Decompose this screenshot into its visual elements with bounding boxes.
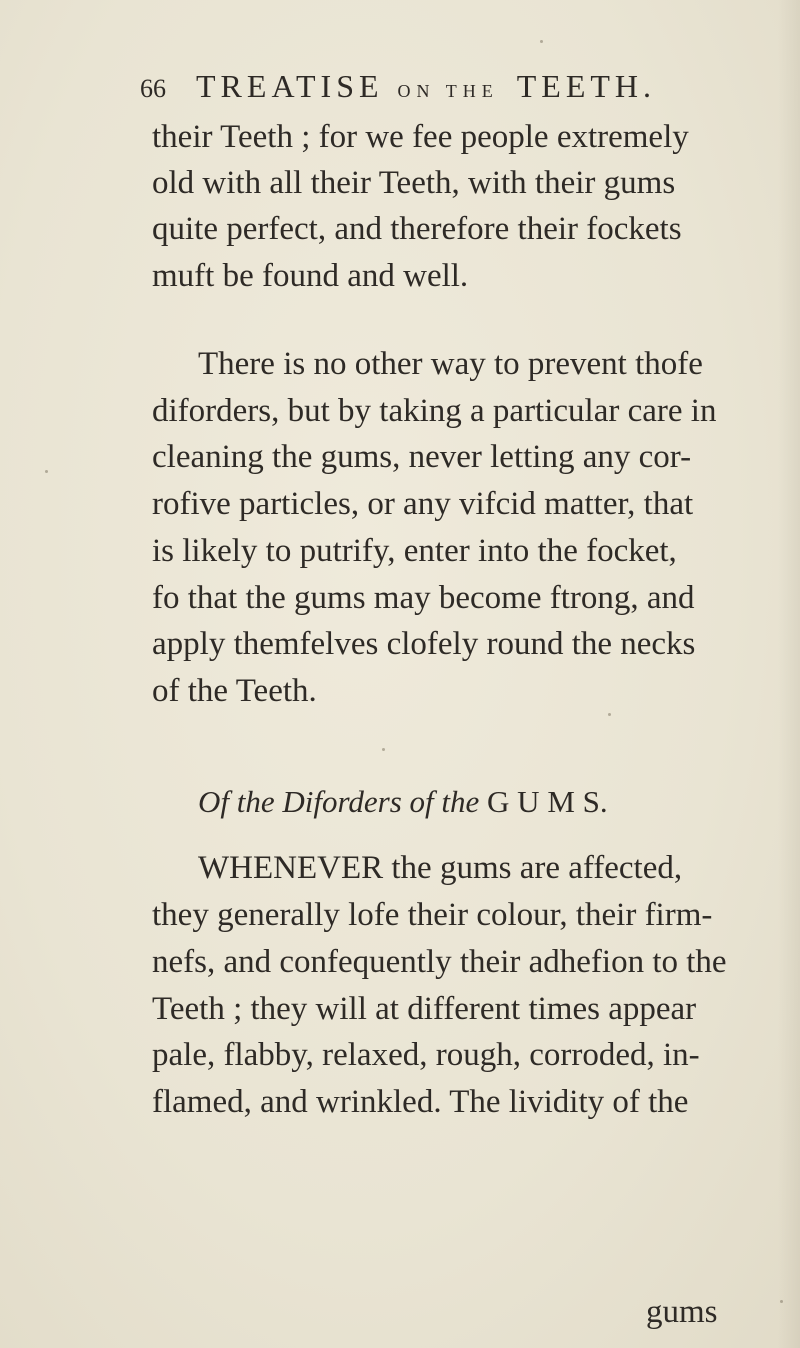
text-line: of the Teeth. (152, 673, 317, 709)
paper-speck (608, 713, 611, 716)
text-line: cleaning the gums, never letting any cor- (152, 439, 692, 475)
text-line: they generally lofe their colour, their firm- (152, 897, 713, 933)
paper-speck (540, 40, 543, 43)
subheading-gums: G U M S. (487, 784, 608, 819)
header-treatise: TREATISE (196, 68, 384, 104)
text-line: diforders, but by taking a particular care in (152, 393, 717, 429)
text-line: pale, flabby, relaxed, rough, corroded, in- (152, 1037, 700, 1073)
paper-speck (382, 748, 385, 751)
page-number: 66 (140, 74, 166, 103)
text-line: nefs, and confequently their adhefion to the (152, 944, 727, 980)
text-line: is likely to putrify, enter into the focket, (152, 533, 677, 569)
text-line: flamed, and wrinkled. The lividity of the (152, 1084, 689, 1120)
subheading-of-the: Of the (198, 784, 275, 819)
subheading-of: of (409, 784, 434, 819)
text-line: quite perfect, and therefore their fockets (152, 211, 682, 247)
header-teeth: TEETH. (516, 68, 657, 104)
catchword: gums (646, 1294, 718, 1330)
section-subheading (198, 782, 608, 822)
text-line: muft be found and well. (152, 258, 469, 294)
text-line: rofive particles, or any vifcid matter, that (152, 486, 694, 522)
text-line: There is no other way to prevent thofe (198, 346, 703, 382)
text-line: fo that the gums may become ftrong, and (152, 580, 695, 616)
page-edge-shadow (778, 0, 800, 1348)
subheading-diforders: Diforders (282, 784, 402, 819)
text-line: WHENEVER the gums are affected, (198, 850, 683, 886)
header-on-the: ON THE (397, 81, 499, 101)
text-line: Teeth ; they will at different times appear (152, 991, 697, 1027)
paper-speck (780, 1300, 783, 1303)
text-line: their Teeth ; for we fee people extremely (152, 119, 689, 155)
text-line: apply themfelves clofely round the necks (152, 626, 696, 662)
subheading-the: the (441, 784, 480, 819)
running-header (140, 68, 656, 108)
paper-speck (45, 470, 48, 473)
text-line: old with all their Teeth, with their gums (152, 165, 676, 201)
